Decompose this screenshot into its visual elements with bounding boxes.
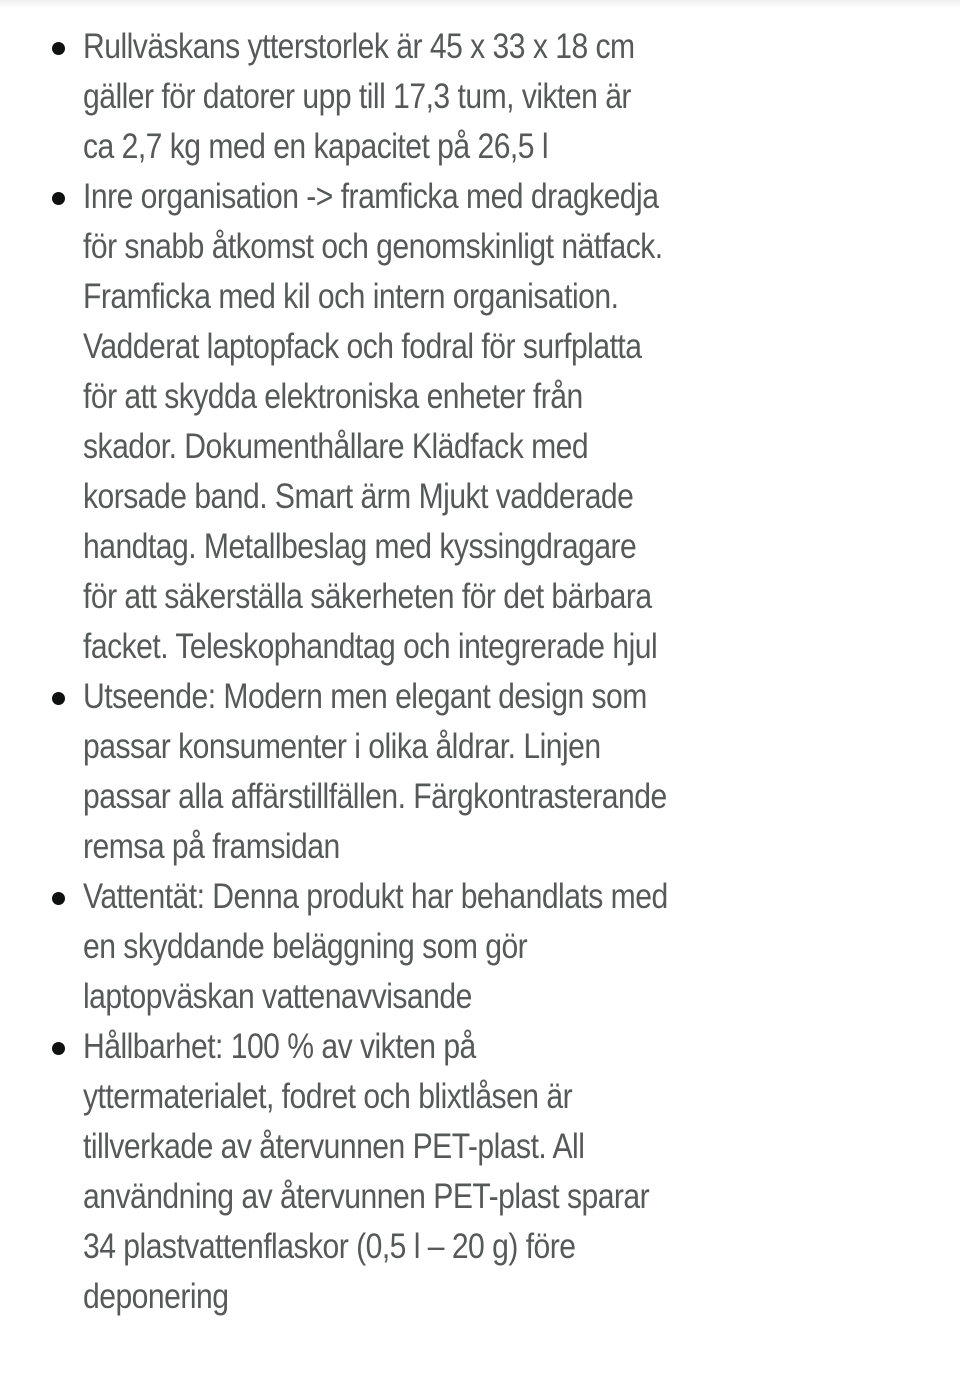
feature-item-waterproof <box>0 872 960 1022</box>
feature-item-appearance <box>0 672 960 872</box>
feature-item-organisation <box>0 172 960 672</box>
feature-line: handtag. Metallbeslag med kyssingdragare <box>83 527 637 566</box>
feature-line: Inre organisation -> framficka med dragkedja <box>83 177 659 216</box>
feature-line: remsa på framsidan <box>83 827 340 866</box>
feature-line: korsade band. Smart ärm Mjukt vadderade <box>83 477 634 516</box>
top-edge-shadow <box>0 0 960 8</box>
feature-line: för snabb åtkomst och genomskinligt nätfack. <box>83 227 663 266</box>
feature-line: Framficka med kil och intern organisation. <box>83 277 619 316</box>
feature-line: ca 2,7 kg med en kapacitet på 26,5 l <box>83 127 549 166</box>
feature-text <box>83 172 930 672</box>
feature-item-size <box>0 22 960 172</box>
feature-line: tillverkade av återvunnen PET-plast. All <box>83 1127 585 1166</box>
feature-text <box>83 672 930 872</box>
feature-line: skador. Dokumenthållare Klädfack med <box>83 427 589 466</box>
bullet-icon <box>52 692 65 705</box>
feature-line: Hållbarhet: 100 % av vikten på <box>83 1027 476 1066</box>
feature-text <box>83 22 930 172</box>
feature-line: gäller för datorer upp till 17,3 tum, vikten är <box>83 77 631 116</box>
bullet-icon <box>52 1042 65 1055</box>
feature-line: laptopväskan vattenavvisande <box>83 977 472 1016</box>
feature-line: deponering <box>83 1277 229 1316</box>
bullet-icon <box>52 42 65 55</box>
feature-line: Rullväskans ytterstorlek är 45 x 33 x 18 cm <box>83 27 635 66</box>
bullet-icon <box>52 192 65 205</box>
feature-text <box>83 1022 930 1322</box>
feature-line: användning av återvunnen PET-plast sparar <box>83 1177 650 1216</box>
bullet-icon <box>52 892 65 905</box>
feature-line: för att skydda elektroniska enheter från <box>83 377 583 416</box>
feature-line: passar alla affärstillfällen. Färgkontrasterande <box>83 777 667 816</box>
product-feature-list <box>0 22 960 1322</box>
feature-text <box>83 872 930 1022</box>
feature-line: facket. Teleskophandtag och integrerade hjul <box>83 627 658 666</box>
feature-line: yttermaterialet, fodret och blixtlåsen är <box>83 1077 573 1116</box>
feature-line: en skyddande beläggning som gör <box>83 927 528 966</box>
feature-line: för att säkerställa säkerheten för det bärbara <box>83 577 652 616</box>
feature-line: Vattentät: Denna produkt har behandlats med <box>83 877 668 916</box>
feature-line: Utseende: Modern men elegant design som <box>83 677 647 716</box>
feature-line: passar konsumenter i olika åldrar. Linjen <box>83 727 601 766</box>
feature-item-sustainability <box>0 1022 960 1322</box>
feature-line: Vadderat laptopfack och fodral för surfplatta <box>83 327 642 366</box>
feature-line: 34 plastvattenflaskor (0,5 l – 20 g) före <box>83 1227 576 1266</box>
